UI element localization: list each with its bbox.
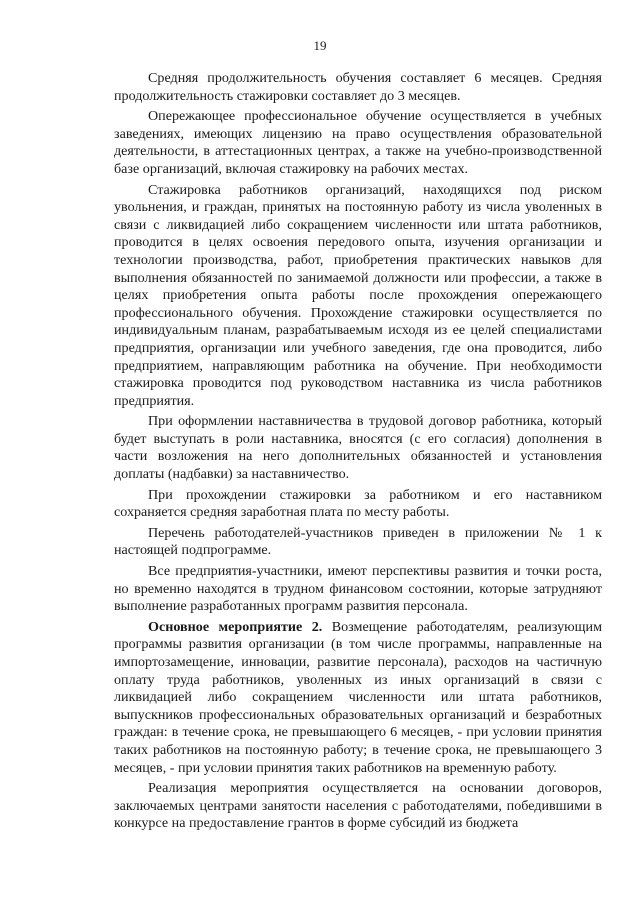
document-body xyxy=(114,70,602,833)
paragraph-text: Все предприятия-участники, имеют перспективы развития и точки роста, но временно находятся в трудном финансовом состоянии, которые затрудняют выполнение разработанных программ развития персонала. xyxy=(114,563,602,615)
paragraph-participants xyxy=(114,563,602,616)
paragraph-text: Реализация мероприятия осуществляется на основании договоров, заключаемых центрами занятости населения с работодателями, победившими в конкурсе на предоставление грантов в форме субсидий из бюджета xyxy=(114,780,602,832)
paragraph-text: Стажировка работников организаций, находящихся под риском увольнения, и граждан, принятых на постоянную работу из числа уволенных в связи с ликвидацией либо сокращением численности или штата работников, проводится в целях освоения передового опыта, изучения организации и технологии производства, работ, приобретения практических навыков для выполнения обязанностей по занимаемой должности или профессии, а также в целях приобретения опыта работы после прохождения опережающего профессионального обучения. Прохождение стажировки осуществляется по индивидуальным планам, разрабатываемым исходя из ее целей специалистами предприятия, организации или учебного заведения, где она проводится, либо предприятием, направляющим работника на обучение. При необходимости стажировка проводится под руководством наставника из числа работников предприятия. xyxy=(114,181,602,409)
paragraph-text: При прохождении стажировки за работником и его наставником сохраняется средняя заработная плата по месту работы. xyxy=(114,486,602,521)
paragraph-implementation xyxy=(114,780,602,833)
paragraph-main-activity-2 xyxy=(114,619,602,777)
paragraph-training-duration xyxy=(114,70,602,105)
paragraph-text: Возмещение работодателям, реализующим программы развития организации (в том числе программы, направленные на импортозамещение, инновации, развитие персонала), расходов на частичную оплату труда работников, уволенных из иных организаций в связи с ликвидацией либо сокращением численности или штата работников, выпускников профессиональных образовательных организаций и безработных граждан: в течение срока, не превышающего 6 месяцев, - при условии принятия таких работников на постоянную работу; в течение срока, не превышающего 3 месяцев, - при условии принятия таких работников на временную работу. xyxy=(114,618,602,776)
page-number: 19 xyxy=(313,38,327,53)
paragraph-advanced-training xyxy=(114,108,602,178)
paragraph-text: Перечень работодателей-участников приведен в приложении № 1 к настоящей подпрограмме. xyxy=(114,524,602,559)
paragraph-text: Опережающее профессиональное обучение осуществляется в учебных заведениях, имеющих лицензию на право осуществления образовательной деятельности, в аттестационных центрах, а также на учебно-производственной базе организаций, включая стажировку на рабочих местах. xyxy=(114,108,602,177)
paragraph-text: При оформлении наставничества в трудовой договор работника, который будет выступать в роли наставника, вносятся (с его согласия) дополнения в части возложения на него дополнительных обязанностей и установления доплаты (надбавки) за наставничество. xyxy=(114,413,602,483)
paragraph-bold-lead: Основное мероприятие 2. xyxy=(148,618,323,635)
paragraph-internship xyxy=(114,182,602,411)
paragraph-employer-list xyxy=(114,525,602,560)
paragraph-mentorship xyxy=(114,413,602,483)
paragraph-text: Средняя продолжительность обучения составляет 6 месяцев. Средняя продолжительность стажировки составляет до 3 месяцев. xyxy=(114,70,602,104)
paragraph-salary xyxy=(114,487,602,522)
